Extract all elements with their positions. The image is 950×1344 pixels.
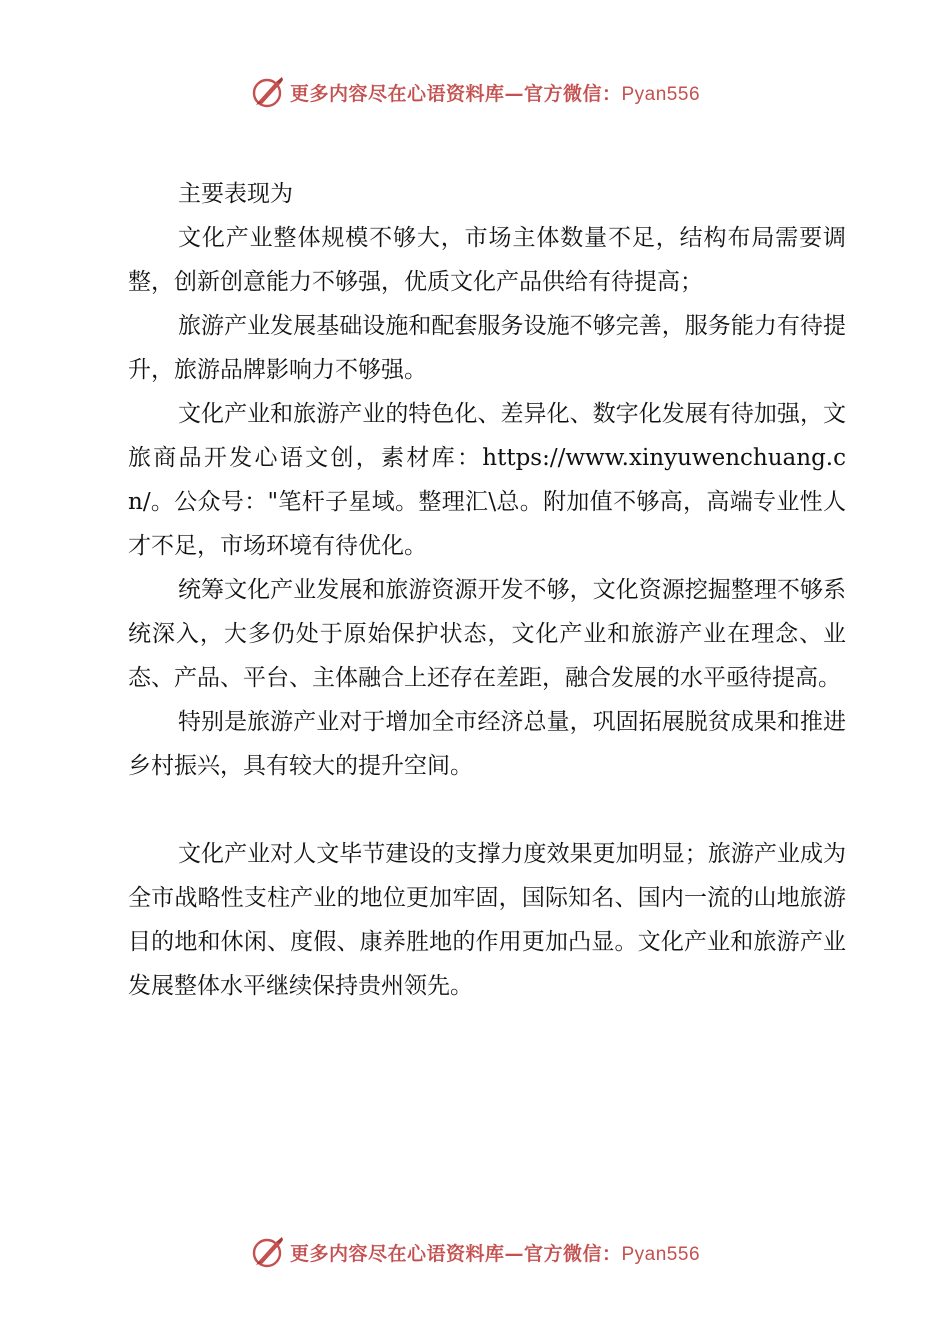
header-banner-wechat-id: Pyan556 <box>621 83 701 105</box>
footer-banner-text <box>290 1239 700 1266</box>
pen-logo-icon <box>250 1234 286 1270</box>
paragraph-differentiation: 文化产业和旅游产业的特色化、差异化、数字化发展有待加强，文旅商品开发心语文创，素材库：https://www.xinyuwenchuang.cn/。公众号："笔杆子星域。整理汇\总。附加值不够高，高端专业性人才不足，市场环境有待优化。 <box>128 401 846 559</box>
paragraph-goals: 文化产业对人文毕节建设的支撑力度效果更加明显；旅游产业成为全市战略性支柱产业的地位更加牢固，国际知名、国内一流的山地旅游目的地和休闲、度假、康养胜地的作用更加凸显。文化产业和旅游产业发展整体水平继续保持贵州领先。 <box>128 841 846 999</box>
header-banner-title: 更多内容尽在心语资料库—官方微信： <box>289 82 622 105</box>
footer-banner-title: 更多内容尽在心语资料库—官方微信： <box>289 1242 622 1265</box>
paragraph-culture-issues: 文化产业整体规模不够大，市场主体数量不足，结构布局需要调整，创新创意能力不够强，优质文化产品供给有待提高； <box>128 225 846 295</box>
document-body <box>128 172 846 1008</box>
footer-banner-inner <box>250 1234 700 1270</box>
header-banner-inner <box>250 74 700 110</box>
footer-banner <box>0 1232 950 1272</box>
footer-banner-wechat-id: Pyan556 <box>621 1243 701 1265</box>
paragraph-tourism-issues: 旅游产业发展基础设施和配套服务设施不够完善，服务能力有待提升，旅游品牌影响力不够强。 <box>128 313 846 383</box>
header-banner-text <box>290 79 700 106</box>
paragraph-heading: 主要表现为 <box>178 181 293 207</box>
paragraph-growth-space: 特别是旅游产业对于增加全市经济总量，巩固拓展脱贫成果和推进乡村振兴，具有较大的提升空间。 <box>128 709 846 779</box>
header-banner <box>0 72 950 112</box>
pen-logo-icon <box>250 74 286 110</box>
paragraph-integration: 统筹文化产业发展和旅游资源开发不够，文化资源挖掘整理不够系统深入，大多仍处于原始保护状态，文化产业和旅游产业在理念、业态、产品、平台、主体融合上还存在差距，融合发展的水平亟待提高。 <box>128 577 846 691</box>
